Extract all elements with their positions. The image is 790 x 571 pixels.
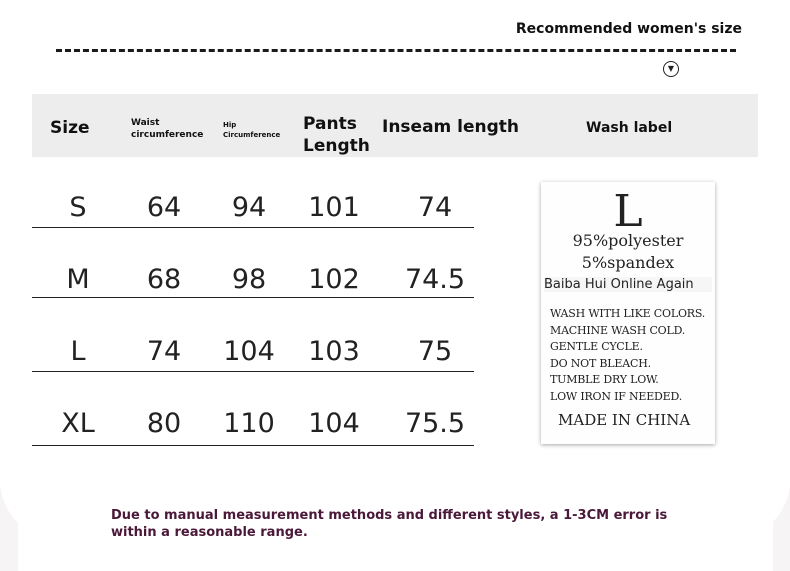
table-row-l-size: L: [70, 336, 86, 367]
table-row-divider: [32, 445, 474, 446]
care-line: TUMBLE DRY LOW.: [550, 373, 659, 386]
header-wash-label: Wash label: [586, 120, 673, 136]
header-waist-line2: circumference: [131, 130, 204, 140]
care-line: MACHINE WASH COLD.: [550, 323, 686, 337]
table-row-s-size: S: [69, 192, 87, 223]
table-row-l-waist: 74: [146, 336, 182, 367]
page-title: Recommended women's size: [515, 21, 742, 37]
header-waist: [131, 117, 203, 141]
table-row-s-waist: 64: [146, 192, 182, 223]
table-row-xl-hip: 110: [223, 408, 275, 439]
table-row-l-hip: 104: [223, 336, 275, 367]
table-row-divider: [32, 297, 474, 298]
table-row-xl-pants: 104: [308, 408, 360, 439]
care-line: WASH WITH LIKE COLORS.: [550, 307, 706, 320]
wash-label-image: [541, 182, 715, 444]
table-row-s-hip: 94: [231, 192, 267, 223]
wash-label-composition-1: 95%polyester: [572, 231, 684, 250]
header-pants-line1: Pants: [303, 114, 357, 134]
header-inseam: Inseam length: [382, 117, 520, 137]
table-row-m-hip: 98: [231, 264, 267, 295]
table-row-m-size: M: [66, 264, 90, 295]
care-line: GENTLE CYCLE.: [550, 340, 643, 353]
table-row-s-inseam: 74: [417, 192, 453, 223]
header-hip-line1: Hip: [223, 121, 237, 129]
table-row-m-pants: 102: [308, 264, 360, 295]
header-hip: [223, 120, 280, 140]
wash-label-size: L: [613, 186, 643, 237]
table-row-xl-inseam: 75.5: [404, 408, 466, 439]
table-row-xl-waist: 80: [146, 408, 182, 439]
wash-label-brand: Baiba Hui Online Again: [544, 277, 712, 292]
table-row-l-pants: 103: [308, 336, 360, 367]
table-row-divider: [32, 227, 474, 228]
header-pants-length: [303, 113, 370, 157]
wash-label-care-instructions: [550, 306, 715, 405]
table-row-l-inseam: 75: [417, 336, 453, 367]
header-hip-line2: Circumference: [223, 131, 281, 139]
measurement-note: Due to manual measurement methods and different styles, a 1-3CM error is within a reasonable range.: [111, 508, 668, 540]
header-pants-line2: Length: [303, 136, 370, 156]
table-row-m-waist: 68: [146, 264, 182, 295]
header-waist-line1: Waist: [131, 118, 160, 128]
header-size: Size: [50, 118, 90, 138]
table-row-s-pants: 101: [308, 192, 360, 223]
dashed-divider: [56, 49, 736, 52]
care-line: DO NOT BLEACH.: [550, 356, 651, 370]
table-row-divider: [32, 371, 474, 372]
table-row-xl-size: XL: [61, 408, 95, 439]
care-line: LOW IRON IF NEEDED.: [550, 389, 683, 403]
chevron-down-icon: ▼: [663, 61, 679, 77]
wash-label-composition-2: 5%spandex: [581, 253, 675, 272]
table-row-m-inseam: 74.5: [404, 264, 466, 295]
wash-label-made-in: MADE IN CHINA: [558, 411, 691, 429]
